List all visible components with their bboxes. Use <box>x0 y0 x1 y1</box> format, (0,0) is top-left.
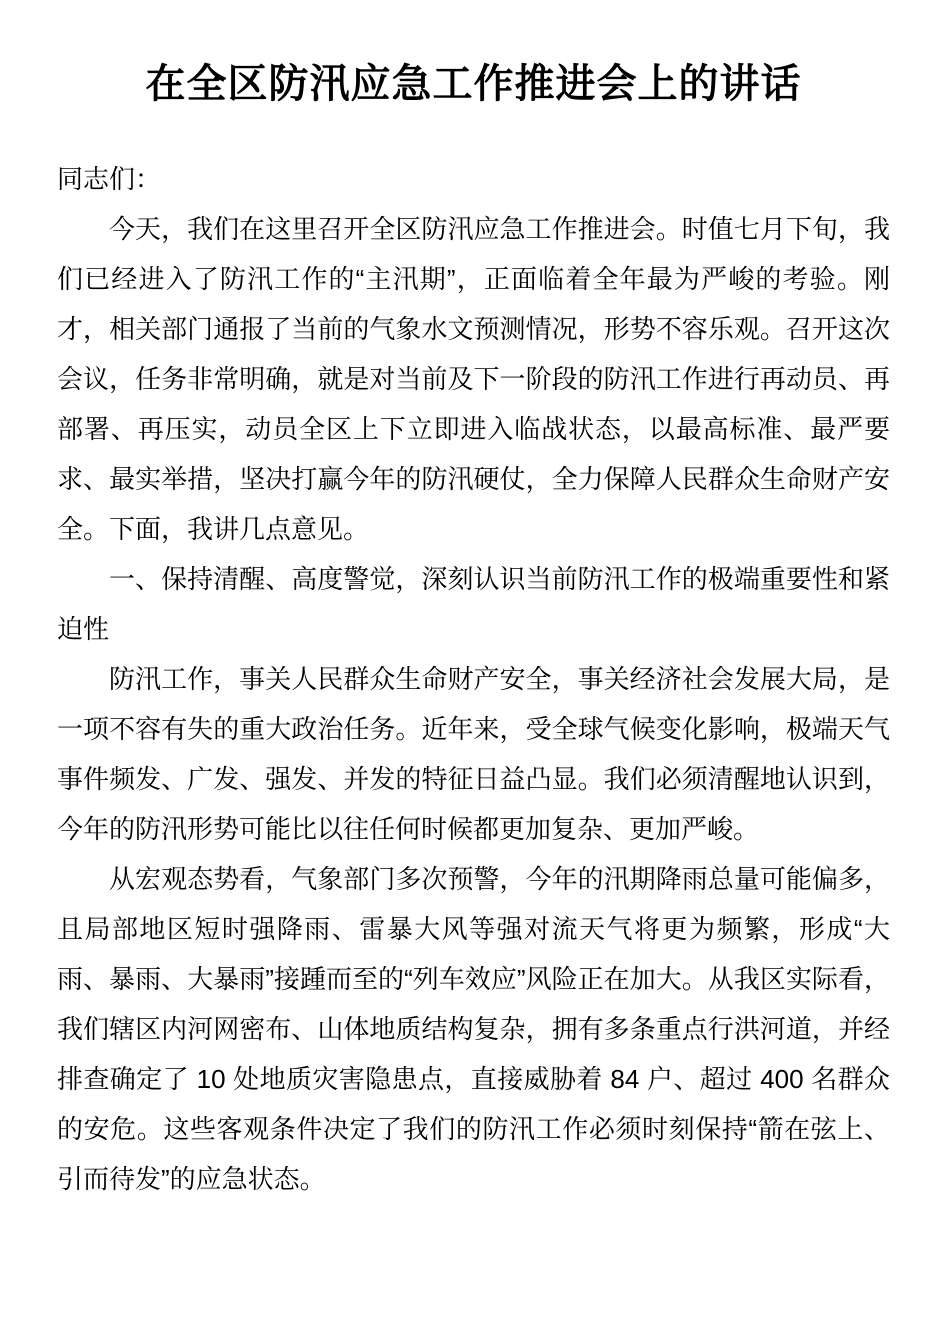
paragraph-macro-situation: 从宏观态势看，气象部门多次预警，今年的汛期降雨总量可能偏多，且局部地区短时强降雨、雷暴大风等强对流天气将更为频繁，形成“大雨、暴雨、大暴雨”接踵而至的“列车效应”风险正在加大。从我区实际看，我们辖区内河网密布、山体地质结构复杂，拥有多条重点行洪河道，并经排查确定了 10 处地质灾害隐患点，直接威胁着 84 户、超过 400 名群众的安危。这些客观条件决定了我们的防汛工作必须时刻保持“箭在弦上、引而待发”的应急状态。 <box>57 864 890 1194</box>
document-title: 在全区防汛应急工作推进会上的讲话 <box>145 62 802 106</box>
document-body <box>57 154 890 1204</box>
salutation: 同志们： <box>57 164 162 194</box>
paragraph-opening: 今天，我们在这里召开全区防汛应急工作推进会。时值七月下旬，我们已经进入了防汛工作的“主汛期”，正面临着全年最为严峻的考验。刚才，相关部门通报了当前的气象水文预测情况，形势不容乐观。召开这次会议，任务非常明确，就是对当前及下一阶段的防汛工作进行再动员、再部署、再压实，动员全区上下立即进入临战状态，以最高标准、最严要求、最实举措，坚决打赢今年的防汛硬仗，全力保障人民群众生命财产安全。下面，我讲几点意见。 <box>57 214 890 544</box>
section-heading-1: 一、保持清醒、高度警觉，深刻认识当前防汛工作的极端重要性和紧迫性 <box>57 564 890 644</box>
paragraph-flood-importance: 防汛工作，事关人民群众生命财产安全，事关经济社会发展大局，是一项不容有失的重大政治任务。近年来，受全球气候变化影响，极端天气事件频发、广发、强发、并发的特征日益凸显。我们必须清醒地认识到，今年的防汛形势可能比以往任何时候都更加复杂、更加严峻。 <box>57 664 890 844</box>
